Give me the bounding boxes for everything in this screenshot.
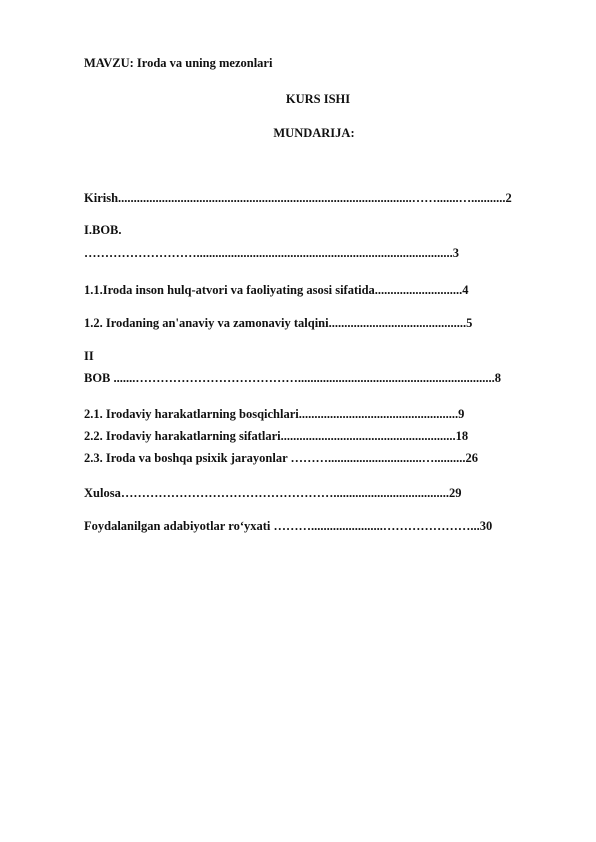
toc-item-1-1: 1.1.Iroda inson hulq-atvori va faoliyating asosi sifatida............................4	[84, 283, 469, 297]
toc-conclusion: Xulosa…………………………………………….....................................29	[84, 486, 462, 500]
toc-chapter1-label: I.BOB.	[84, 223, 122, 237]
contents-title: MUNDARIJA:	[273, 126, 355, 140]
toc-item-2-2: 2.2. Irodaviy harakatlarning sifatlari........................................................18	[84, 429, 469, 443]
toc-references: Foydalanilgan adabiyotlar ro‘yxati ……….......................…………………...30	[84, 519, 493, 533]
toc-chapter1-dots: ………………………..................................................................................3	[84, 246, 459, 260]
toc-chapter2-dots: BOB .......…………………………………...............................................................8	[84, 371, 502, 385]
toc-intro: Kirish..............................................................................................…….......…...........2	[84, 191, 512, 205]
toc-item-2-3: 2.3. Iroda va boshqa psixik jarayonlar ………..............................…..........26	[84, 451, 479, 465]
toc-item-2-1: 2.1. Irodaviy harakatlarning bosqichlari...................................................9	[84, 407, 465, 421]
toc-chapter2-label: II	[84, 349, 94, 363]
toc-item-1-2: 1.2. Irodaning an'anaviy va zamonaviy talqini............................................5	[84, 316, 473, 330]
work-type-title: KURS ISHI	[285, 92, 351, 106]
topic-heading: MAVZU: Iroda va uning mezonlari	[84, 56, 273, 70]
